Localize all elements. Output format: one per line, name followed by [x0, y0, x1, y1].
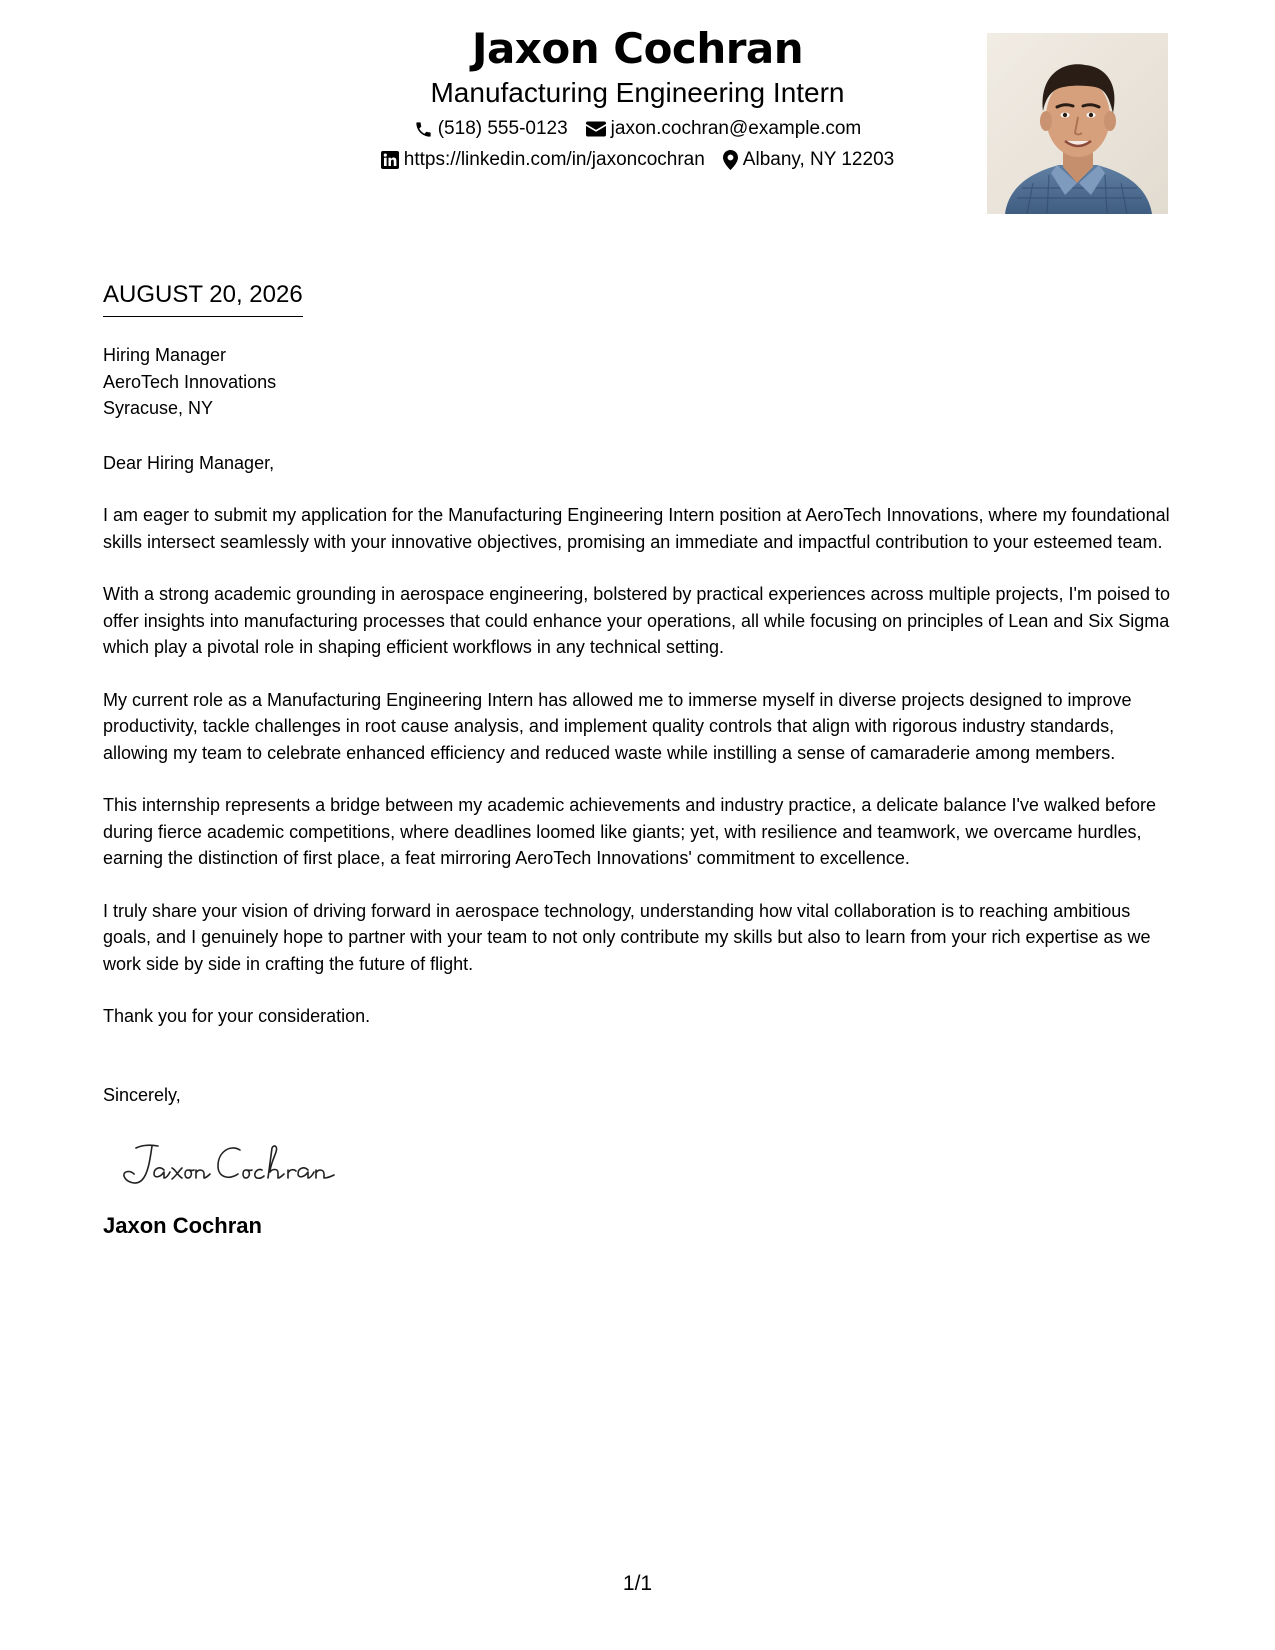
linkedin-contact[interactable] [381, 148, 705, 172]
body-paragraph: With a strong academic grounding in aerospace engineering, bolstered by practical experiences across multiple projects, I'm poised to offer insights into manufacturing processes that could enhance your operations, all while focusing on principles of Lean and Six Sigma which play a pivotal role in shaping efficient workflows in any technical setting. [103, 584, 1171, 657]
email-contact[interactable] [586, 117, 862, 141]
location-contact [723, 148, 894, 172]
recipient-title: Hiring Manager [103, 345, 227, 365]
salutation: Dear Hiring Manager, [103, 452, 275, 473]
profile-photo [987, 33, 1168, 214]
recipient-company: AeroTech Innovations [103, 371, 277, 392]
job-title: Manufacturing Engineering Intern [430, 77, 845, 108]
page-number: 1/1 [622, 1572, 653, 1595]
letter-date: AUGUST 20, 2026 [103, 280, 303, 317]
applicant-name: Jaxon Cochran [471, 24, 804, 73]
phone-number: (518) 555-0123 [437, 118, 568, 139]
letter-body [103, 342, 1173, 1240]
email-address: jaxon.cochran@example.com [610, 118, 862, 139]
closing-line: Thank you for your consideration. [103, 1006, 371, 1026]
map-pin-icon [723, 150, 738, 170]
linkedin-icon [381, 151, 399, 169]
recipient-city: Syracuse, NY [103, 398, 214, 418]
body-paragraph: I am eager to submit my application for the Manufacturing Engineering Intern position at AeroTech Innovations, where my foundational skills intersect seamlessly with your innovative objectives, promising an immediate and impactful contribution to your esteemed team. [103, 505, 1170, 552]
phone-contact[interactable] [414, 117, 568, 141]
body-paragraph: My current role as a Manufacturing Engineering Intern has allowed me to immerse myself in diverse projects designed to improve productivity, tackle challenges in root cause analysis, and implement quality controls that align with rigorous industry standards, allowing my team to celebrate enhanced efficiency and reduced waste while instilling a sense of camaraderie among members. [103, 689, 1132, 763]
signoff: Sincerely, [103, 1084, 181, 1105]
linkedin-url: https://linkedin.com/in/jaxoncochran [403, 149, 705, 170]
handwritten-signature [118, 1136, 1173, 1190]
body-paragraph: I truly share your vision of driving forward in aerospace technology, understanding how vital collaboration is to reaching ambitious goals, and I genuinely hope to partner with your team to not only contribute my skills but also to learn from your rich expertise as we work side by side in crafting the future of flight. [103, 900, 1151, 974]
location-text: Albany, NY 12203 [742, 149, 895, 170]
typed-name: Jaxon Cochran [103, 1213, 262, 1238]
recipient-block [103, 342, 1173, 422]
date-block [103, 280, 303, 317]
body-paragraph: This internship represents a bridge between my academic achievements and industry practice, a delicate balance I've walked before during fierce academic competitions, where deadlines loomed like giants; yet, with resilience and teamwork, we overcame hurdles, earning the distinction of first place, a feat mirroring AeroTech Innovations' commitment to excellence. [103, 795, 1157, 868]
envelope-icon [586, 121, 606, 137]
phone-icon [414, 120, 433, 139]
